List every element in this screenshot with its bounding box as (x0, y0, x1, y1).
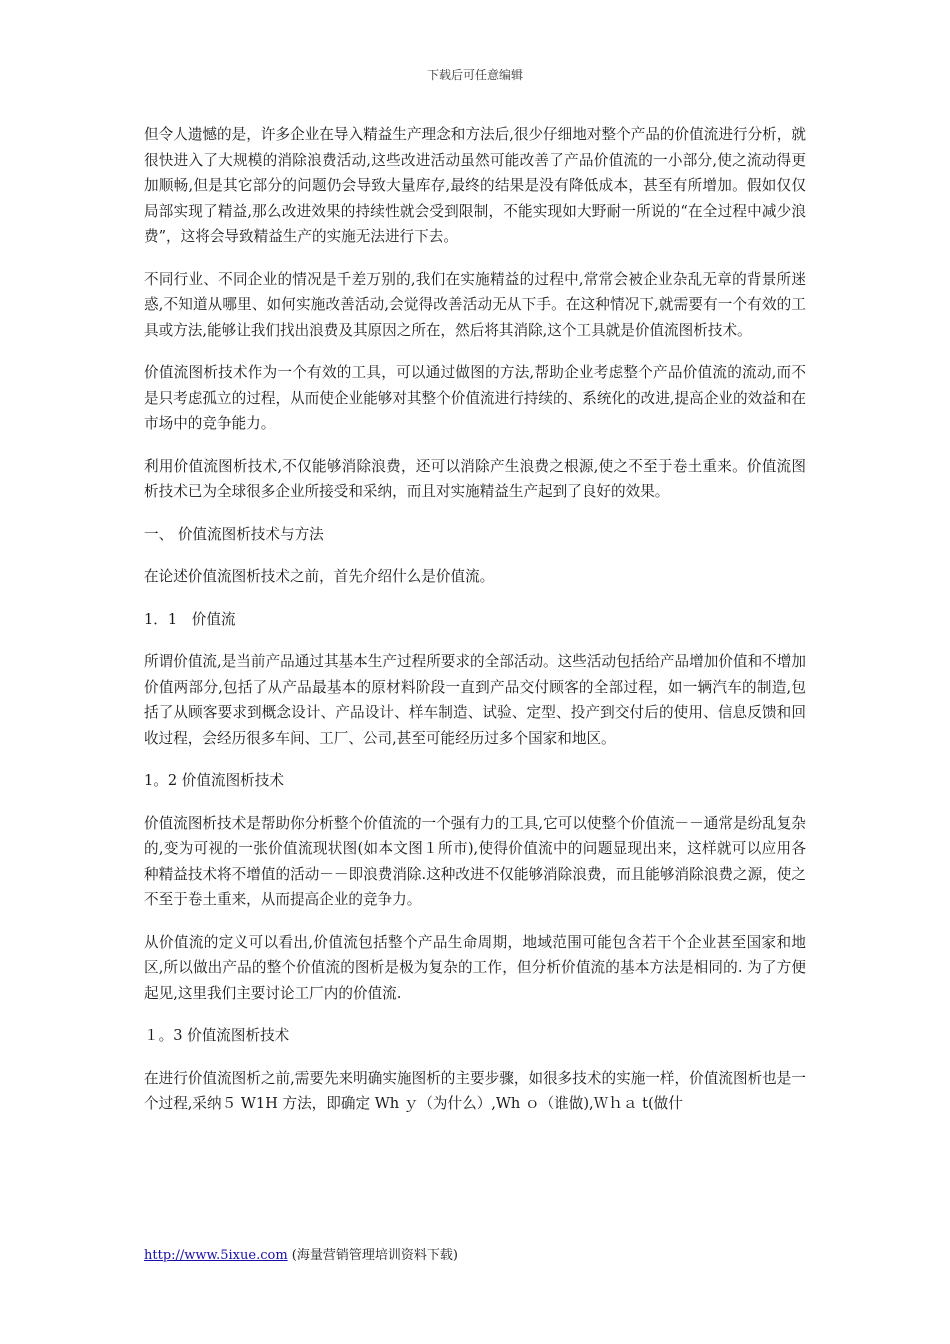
subsection-heading-1-2: 1。2 价值流图析技术 (144, 772, 284, 789)
paragraph-vsm-technique: 价值流图析技术是帮助你分析整个价值流的一个强有力的工具,它可以使整个价值流－－通常是纷乱复杂的,变为可视的一张价值流现状图(如本文图１所市),使得价值流中的问题显现出来，这样就可以应用各种精益技术将不增值的活动－－即浪费消除.这种改进不仅能够消除浪费，而且能够消除浪费之源，使之不至于卷土重来，从而提高企业的竞争力。 (144, 814, 806, 908)
paragraph-context: 不同行业、不同企业的情况是千差万别的,我们在实施精益的过程中,常常会被企业杂乱无章的背景所迷惑,不知道从哪里、如何实施改善活动,会觉得改善活动无从下手。在这种情况下,就需要有一个有效的工具或方法,能够让我们找出浪费及其原因之所在，然后将其消除,这个工具就是价值流图析技术。 (144, 270, 806, 339)
page-footer (144, 1244, 458, 1263)
subsection-heading-1-1: 1．1 价值流 (144, 610, 236, 628)
paragraph-definition-scope: 从价值流的定义可以看出,价值流包括整个产品生命周期，地域范围可能包含若干个企业甚至国家和地区,所以做出产品的整个价值流的图析是极为复杂的工作，但分析价值流的基本方法是相同的. 为了方便起见,这里我们主要讨论工厂内的价值流. (144, 933, 806, 1002)
paragraph-value-stream: 所谓价值流,是当前产品通过其基本生产过程所要求的全部活动。这些活动包括给产品增加价值和不增加价值两部分,包括了从产品最基本的原材料阶段一直到产品交付顾客的全部过程，如一辆汽车的制造,包括了从顾客要求到概念设计、产品设计、样车制造、试验、定型、投产到交付后的使用、信息反馈和回收过程，会经历很多车间、工厂、公司,甚至可能经历过多个国家和地区。 (144, 653, 806, 747)
paragraph-tool: 价值流图析技术作为一个有效的工具，可以通过做图的方法,帮助企业考虑整个产品价值流的流动,而不是只考虑孤立的过程，从而使企业能够对其整个价值流进行持续的、系统化的改进,提高企业的效益和在市场中的竞争能力。 (144, 364, 806, 432)
section-heading-1: 一、 价值流图析技术与方法 (144, 525, 324, 543)
page-header: 下载后可任意编辑 (426, 68, 523, 82)
paragraph-steps: 在进行价值流图析之前,需要先来明确实施图析的主要步骤，如很多技术的实施一样，价值流图析也是一个过程,采纳５ W1H 方法，即确定 Wh ｙ（为什么）,Wh ｏ（谁做),Ｗｈａ t(做什 (144, 1069, 806, 1112)
footer-note: (海量营销管理培训资料下载) (287, 1248, 458, 1263)
paragraph-benefit: 利用价值流图析技术,不仅能够消除浪费，还可以消除产生浪费之根源,使之不至于卷土重来。价值流图析技术已为全球很多企业所接受和采纳，而且对实施精益生产起到了良好的效果。 (144, 457, 806, 500)
paragraph-intro: 但令人遗憾的是，许多企业在导入精益生产理念和方法后,很少仔细地对整个产品的价值流进行分析，就很快进入了大规模的消除浪费活动,这些改进活动虽然可能改善了产品价值流的一小部分,使之流动得更加顺畅,但是其它部分的问题仍会导致大量库存,最终的结果是没有降低成本，甚至有所增加。假如仅仅局部实现了精益,那么改进效果的持续性就会受到限制，不能实现如大野耐一所说的“在全过程中减少浪费”，这将会导致精益生产的实施无法进行下去。 (144, 126, 806, 245)
document-body (144, 122, 806, 1134)
paragraph-lead-in: 在论述价值流图析技术之前，首先介绍什么是价值流。 (144, 568, 495, 585)
subsection-heading-1-3: １。3 价值流图析技术 (144, 1027, 290, 1044)
footer-link[interactable]: http://www.5ixue.com (144, 1248, 288, 1263)
